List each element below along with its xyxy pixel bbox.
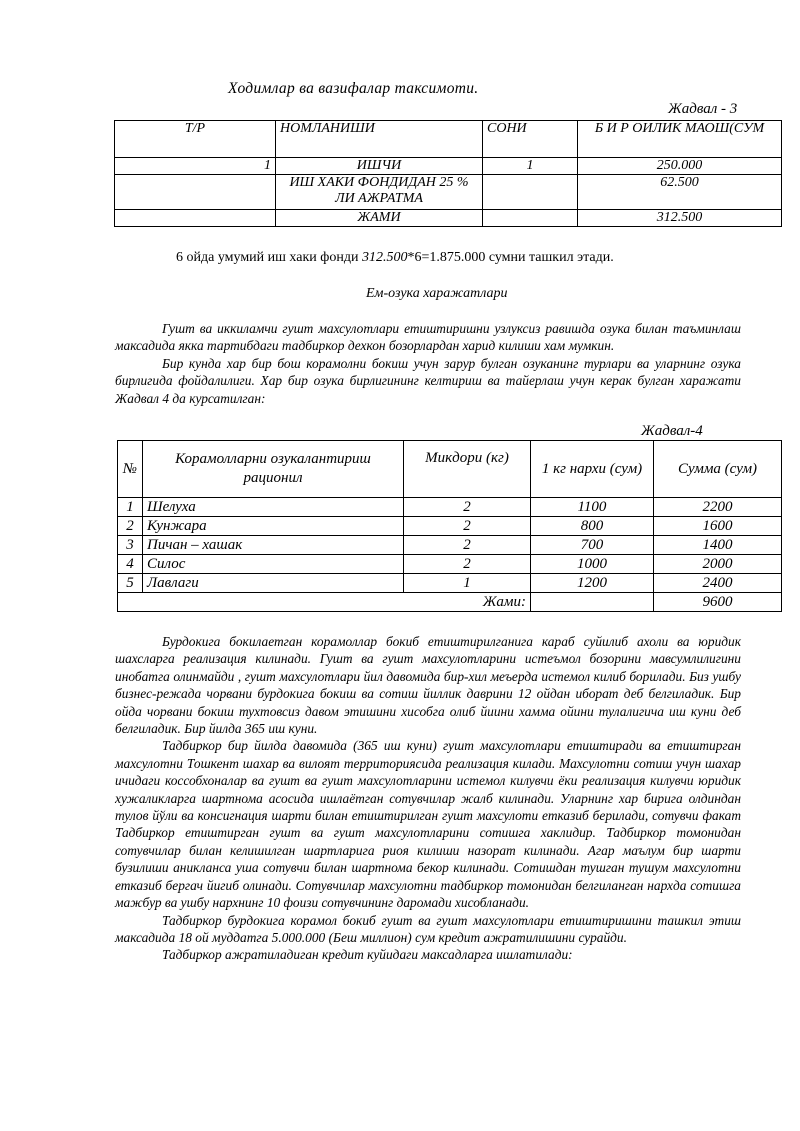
table-row <box>118 555 782 574</box>
header-name: НОМЛАНИШИ <box>276 121 483 158</box>
cell-name: ЖАМИ <box>276 210 483 227</box>
header-salary: Б И Р ОИЛИК МАОШ(СУМ <box>578 121 782 158</box>
header-ration: Корамолларни озукалантириш рационил <box>143 441 404 498</box>
cell-sum: 2200 <box>654 498 782 517</box>
feed-costs-heading: Ем-озука харажатлари <box>366 286 508 301</box>
feed-ration-table <box>117 440 782 612</box>
cell-quantity: 2 <box>404 555 531 574</box>
paragraph: Тадбиркор бир йилда давомида (365 иш куни) гушт махсулотлари етиштиради ва етиштирган махсулотни Тошкент шахар ва вилоят территориясида реализация килади. Махсулотни сотиш учун шахар ичидаги коссобхоналар ва гушт ва гушт махсулотларини истемол килувчи ёки реализация килувчи юридик хужаликларга шартнома асосида ишлаётган сотувчилар жалб килинади. Уларнинг хар бирига олдиндан тулов йўли ва консигнация шарти билан етиштирилган гушт махсулоти етказиб берилади, сотувчи факат Тадбиркор етиштирган гушт ва гушт махсулотларини сотишга хаклидир. Тадбиркор томонидан сотувчилар билан келишилган шартларига риоя килиши назорат килинади. Агар маълум бир шарти бузилиши аникланса уша сотувчи билан шартнома бекор килинади. Сотишдан тушган тушум махсулотни етказиб бергач йигиб олинади. Сотувчилар махсулотни тадбиркор томонидан белгиланган нархда сотишга мажбур ва ушбу нархнинг 10 фоизи сотувчининг даромади хисобланади. <box>115 738 741 911</box>
table-row <box>118 536 782 555</box>
total-empty-cell <box>531 593 654 612</box>
cell-ration: Шелуха <box>143 498 404 517</box>
table-total-row <box>118 593 782 612</box>
table-header-row <box>115 121 782 158</box>
table-row <box>118 498 782 517</box>
table-4-label: Жадвал-4 <box>641 423 703 439</box>
wage-fund-prefix: 6 ойда умумий иш хаки фонди <box>176 250 362 265</box>
cell-ration: Кунжара <box>143 517 404 536</box>
cell-quantity: 2 <box>404 536 531 555</box>
table-header-row <box>118 441 782 498</box>
cell-price: 800 <box>531 517 654 536</box>
table-row <box>115 175 782 210</box>
total-label: Жами: <box>118 593 531 612</box>
header-number: Т/Р <box>115 121 276 158</box>
cell-sum: 2000 <box>654 555 782 574</box>
cell-ration: Силос <box>143 555 404 574</box>
total-value: 9600 <box>654 593 782 612</box>
wage-fund-suffix: *6=1.875.000 сумни ташкил этади. <box>407 250 614 265</box>
cell-count <box>483 175 578 210</box>
cell-salary: 62.500 <box>578 175 782 210</box>
cell-price: 700 <box>531 536 654 555</box>
header-price: 1 кг нархи (сум) <box>531 441 654 498</box>
table-row <box>118 574 782 593</box>
table-3-label: Жадвал - 3 <box>668 101 738 117</box>
document-title: Ходимлар ва вазифалар таксимоти. <box>228 80 479 97</box>
cell-number: 1 <box>115 158 276 175</box>
cell-quantity: 1 <box>404 574 531 593</box>
wage-fund-line <box>176 250 614 266</box>
header-sum: Сумма (сум) <box>654 441 782 498</box>
paragraph: Бир кунда хар бир бош корамолни бокиш учун зарур булган озуканинг турлари ва уларнинг озука бирлигида фойдалилиги. Хар бир озука бирлигининг келтириш ва тайерлаш учун керак булган харажати Жадвал 4 да курсатилган: <box>115 355 741 406</box>
cell-number <box>115 175 276 210</box>
cell-number: 3 <box>118 536 143 555</box>
cell-name: ИШ ХАКИ ФОНДИДАН 25 % ЛИ АЖРАТМА <box>276 175 483 210</box>
cell-ration: Лавлаги <box>143 574 404 593</box>
header-quantity: Микдори (кг) <box>404 441 531 498</box>
cell-number: 1 <box>118 498 143 517</box>
cell-ration: Пичан – хашак <box>143 536 404 555</box>
cell-quantity: 2 <box>404 517 531 536</box>
cell-salary: 312.500 <box>578 210 782 227</box>
header-count: СОНИ <box>483 121 578 158</box>
table-row <box>118 517 782 536</box>
cell-name: ИШЧИ <box>276 158 483 175</box>
paragraph: Бурдокига бокилаетган корамоллар бокиб етиштирилганига караб суйилиб ахоли ва юридик шахсларга реализация килинади. Гушт ва гушт махсулотларини истеъмол бозорини мавсумлилигини инобатга олинмайди , гушт махсулотлари йил давомида бир-хил меъерда истемол килиб борилади. Биз ушбу бизнес-режада чорвани бурдокига бокиш ва сотиш йиллик даврини 12 ойдан иборат деб белгиладик. Бир ойда чорвани бокиш тухтовсиз давом этишини хисобга олиб йиини хамма ойини тулалигича иш куни деб белгиладик. Бир йилда 365 иш куни. <box>115 634 741 737</box>
cell-number <box>115 210 276 227</box>
table-row <box>115 210 782 227</box>
cell-count: 1 <box>483 158 578 175</box>
table-row <box>115 158 782 175</box>
cell-count <box>483 210 578 227</box>
cell-number: 2 <box>118 517 143 536</box>
cell-price: 1100 <box>531 498 654 517</box>
cell-price: 1000 <box>531 555 654 574</box>
cell-sum: 1400 <box>654 536 782 555</box>
cell-number: 4 <box>118 555 143 574</box>
cell-sum: 1600 <box>654 517 782 536</box>
staff-table <box>114 120 782 227</box>
cell-number: 5 <box>118 574 143 593</box>
cell-price: 1200 <box>531 574 654 593</box>
body-text <box>115 633 741 964</box>
cell-salary: 250.000 <box>578 158 782 175</box>
paragraph: Гушт ва иккиламчи гушт махсулотлари етиштиришни узлуксиз равишда озука билан таъминлаш максадида якка тартибдаги тадбиркор дехкон бозорлардан харид килиши хам мумкин. <box>115 321 741 354</box>
header-number: № <box>118 441 143 498</box>
intro-text <box>115 320 741 407</box>
wage-fund-amount: 312.500 <box>361 250 408 265</box>
paragraph: Тадбиркор бурдокига корамол бокиб гушт ва гушт махсулотлари етиштиришини ташкил этиш максадида 18 ой муддатга 5.000.000 (Беш миллион) сум кредит ажратилишини сурайди. <box>115 912 741 945</box>
cell-sum: 2400 <box>654 574 782 593</box>
cell-quantity: 2 <box>404 498 531 517</box>
paragraph: Тадбиркор ажратиладиган кредит куйидаги максадларга ишлатилади: <box>162 947 573 963</box>
